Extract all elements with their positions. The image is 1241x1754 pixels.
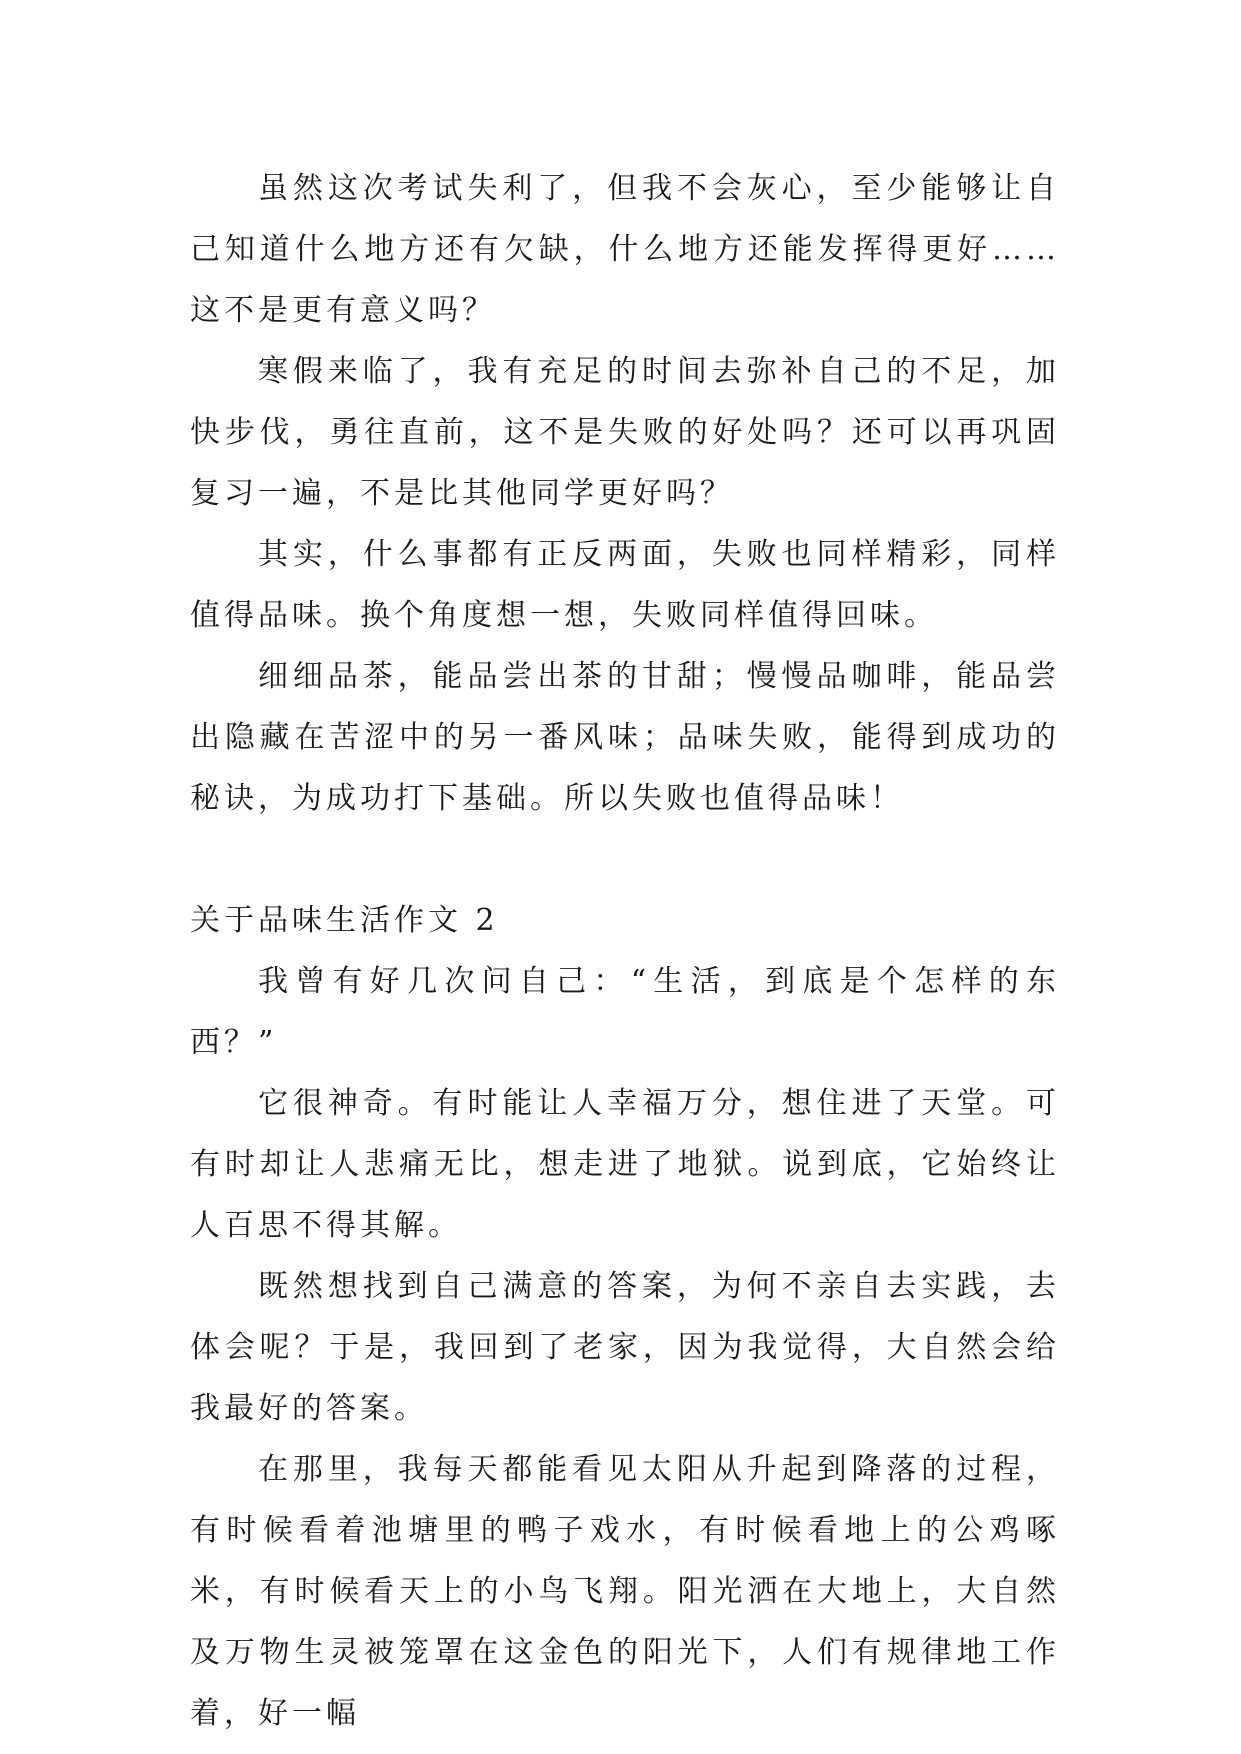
paragraph: 其实，什么事都有正反两面，失败也同样精彩，同样值得品味。换个角度想一想，失败同样值得回味。 [190, 537, 1060, 633]
paragraph: 它很神奇。有时能让人幸福万分，想住进了天堂。可有时却让人悲痛无比，想走进了地狱。说到底，它始终让人百思不得其解。 [190, 1086, 1060, 1243]
paragraph: 既然想找到自己满意的答案，为何不亲自去实践，去体会呢？于是，我回到了老家，因为我觉得，大自然会给我最好的答案。 [190, 1269, 1060, 1426]
section-heading: 关于品味生活作文 2 [190, 903, 499, 938]
section-spacer [190, 829, 1060, 890]
paragraph: 我曾有好几次问自己：“生活，到底是个怎样的东西？” [190, 964, 1060, 1060]
paragraph: 虽然这次考试失利了，但我不会灰心，至少能够让自己知道什么地方还有欠缺，什么地方还能发挥得更好……这不是更有意义吗？ [190, 171, 1060, 328]
document-body [190, 158, 1060, 1744]
paragraph: 寒假来临了，我有充足的时间去弥补自己的不足，加快步伐，勇往直前，这不是失败的好处吗？还可以再巩固复习一遍，不是比其他同学更好吗？ [190, 354, 1060, 511]
paragraph: 细细品茶，能品尝出茶的甘甜；慢慢品咖啡，能品尝出隐藏在苦涩中的另一番风味；品味失败，能得到成功的秘诀，为成功打下基础。所以失败也值得品味！ [190, 659, 1060, 816]
paragraph: 在那里，我每天都能看见太阳从升起到降落的过程，有时候看着池塘里的鸭子戏水，有时候看地上的公鸡啄米，有时候看天上的小鸟飞翔。阳光洒在大地上，大自然及万物生灵被笼罩在这金色的阳光下，人们有规律地工作着，好一幅 [190, 1452, 1060, 1731]
